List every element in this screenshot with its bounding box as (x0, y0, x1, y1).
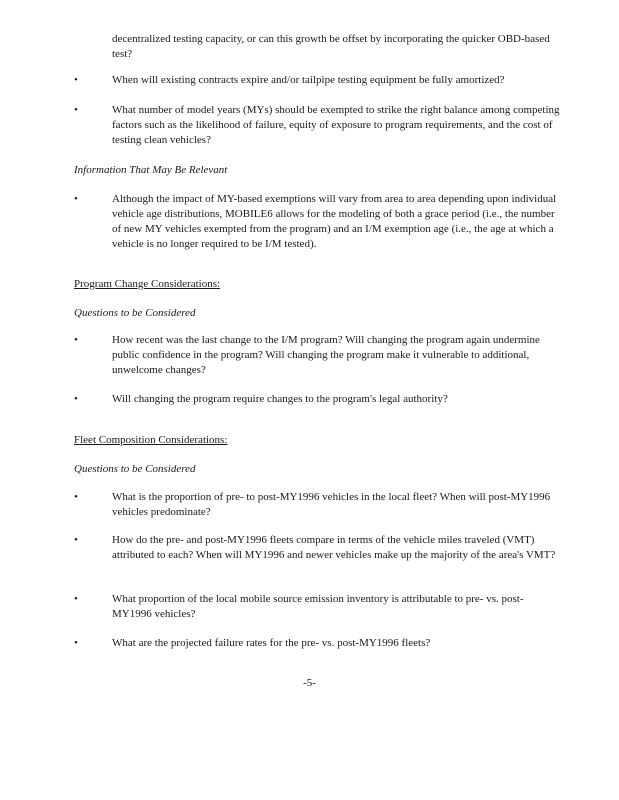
page-number: -5- (303, 677, 316, 689)
bullet-symbol: • (74, 74, 78, 86)
bullet-item (74, 636, 564, 651)
program-change-questions-heading: Questions to be Considered (74, 307, 196, 319)
bullet-symbol: • (74, 637, 78, 649)
bullet-text: When will existing contracts expire and/or tailpipe testing equipment be fully amortized? (112, 74, 505, 86)
program-change-heading: Program Change Considerations: (74, 278, 221, 290)
bullet-symbol: • (74, 393, 78, 405)
bullet-symbol: • (74, 104, 78, 116)
bullet-text: What are the projected failure rates for the pre- vs. post-MY1996 fleets? (112, 637, 431, 649)
bullet-item (74, 490, 564, 520)
bullet-symbol: • (74, 193, 78, 205)
bullet-item (74, 192, 564, 252)
bullet-item (74, 333, 564, 378)
bullet-item (74, 73, 564, 88)
bullet-item (74, 392, 564, 407)
bullet-item (74, 533, 564, 563)
bullet-item (74, 592, 564, 622)
bullet-text: What proportion of the local mobile source emission inventory is attributable to pre- vs. post-MY1996 vehicles? (112, 593, 524, 620)
bullet-text: What is the proportion of pre- to post-MY1996 vehicles in the local fleet? When will post-MY1996 vehicles predominate? (112, 491, 551, 518)
bullet-text: What number of model years (MYs) should be exempted to strike the right balance among competing factors such as the likelihood of failure, equity of exposure to program requirements, and the cost of testing clean vehicles? (112, 104, 560, 146)
bullet-symbol: • (74, 334, 78, 346)
bullet-symbol: • (74, 534, 78, 546)
bullet-item (74, 103, 564, 148)
bullet-text: How do the pre- and post-MY1996 fleets compare in terms of the vehicle miles traveled (VMT) attributed to each? When will MY1996 and newer vehicles make up the majority of the area's VMT? (112, 534, 556, 561)
bullet-symbol: • (74, 491, 78, 503)
info-heading: Information That May Be Relevant (74, 164, 228, 176)
bullet-symbol: • (74, 593, 78, 605)
continuation-paragraph: decentralized testing capacity, or can this growth be offset by incorporating the quicker OBD-based test? (112, 33, 550, 60)
bullet-text: Although the impact of MY-based exemptions will vary from area to area depending upon individual vehicle age distributions, MOBILE6 allows for the modeling of both a grace period (i.e., the number of new MY vehicles exempted from the program) and an I/M exemption age (i.e., the age at which a vehicle is no longer required to be I/M tested). (112, 193, 557, 250)
bullet-text: Will changing the program require changes to the program's legal authority? (112, 393, 448, 405)
bullet-text: How recent was the last change to the I/M program? Will changing the program again undermine public confidence in the program? Will changing the program make it vulnerable to additional, unwelcome changes? (112, 334, 540, 376)
fleet-composition-questions-heading: Questions to be Considered (74, 463, 196, 475)
fleet-composition-heading: Fleet Composition Considerations: (74, 434, 228, 446)
